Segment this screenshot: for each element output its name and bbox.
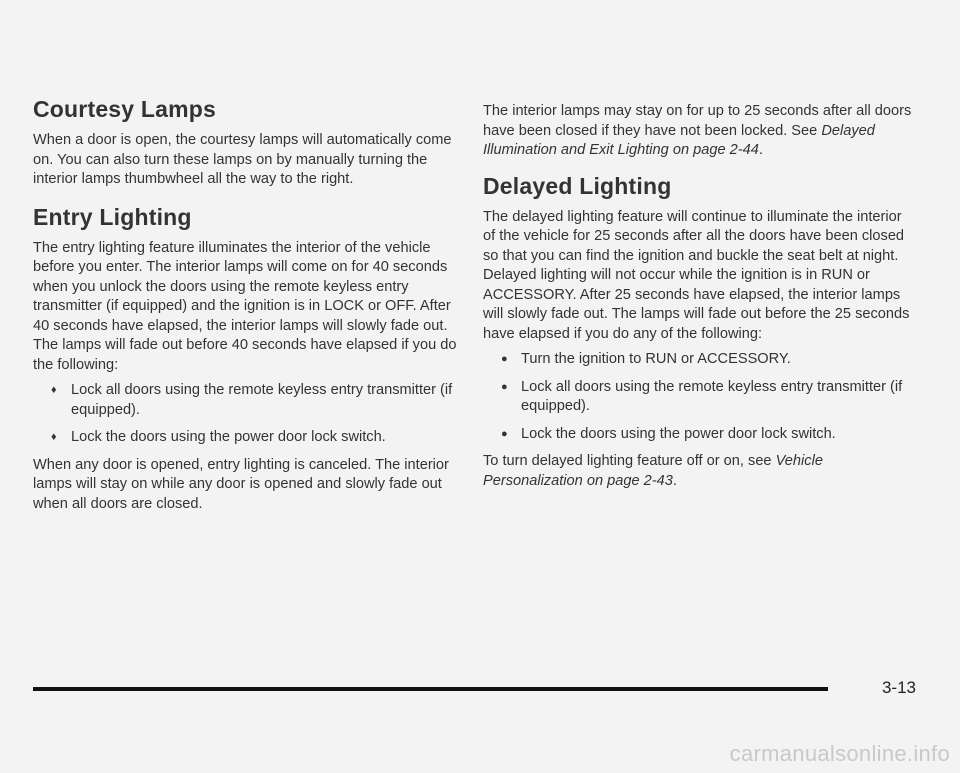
vehicle-personalization-link[interactable]: Vehicle Personalization on page 2-43 [483, 453, 823, 489]
left-column [33, 96, 463, 524]
footer-rule [33, 687, 828, 691]
list-item [483, 425, 913, 445]
list-item [33, 428, 463, 448]
bullet-text: Lock all doors using the remote keyless entry transmitter (if equipped). [521, 378, 903, 414]
bullet-text: Turn the ignition to RUN or ACCESSORY. [521, 351, 791, 367]
delayed-lighting-closing [483, 452, 913, 491]
list-item [33, 381, 463, 420]
right-column [483, 102, 913, 501]
bullet-text: Lock the doors using the power door lock switch. [521, 425, 836, 442]
interior-lamps-intro [483, 102, 913, 161]
closing-end: . [672, 472, 677, 489]
page-number: 3-13 [881, 678, 916, 697]
delayed-lighting-heading: Delayed Lighting [483, 172, 672, 199]
courtesy-lamps-paragraph: When a door is open, the courtesy lamps will automatically come on. You can also turn these lamps on by manually turning the interior lamps thumbwheel all the way to the right. [33, 132, 452, 187]
entry-lighting-heading: Entry Lighting [33, 203, 192, 230]
delayed-illumination-link[interactable]: Delayed Illumination and Exit Lighting on page 2-44 [483, 122, 875, 158]
closing-text: To turn delayed lighting feature off or on, see [483, 453, 776, 469]
entry-lighting-paragraph: The entry lighting feature illuminates the interior of the vehicle before you enter. The interior lamps will come on for 40 seconds when you unlock the doors using the remote keyless entry transmitter (if equipped) and the ignition is in LOCK or OFF. After 40 seconds have elapsed, the interior lamps will slowly fade out. The lamps will fade out before 40 seconds have elapsed if you do the following: [33, 239, 457, 373]
list-item [483, 350, 913, 370]
watermark: carmanualsonline.info [729, 741, 950, 766]
intro-text: The interior lamps may stay on for up to 25 seconds after all doors have been closed if they have not been locked. See [483, 103, 912, 139]
intro-end: . [758, 142, 763, 158]
entry-lighting-closing: When any door is opened, entry lighting is canceled. The interior lamps will stay on while any door is opened and slowly fade out when all doors are closed. [33, 456, 449, 512]
entry-lighting-section [33, 204, 463, 515]
delayed-lighting-paragraph: The delayed lighting feature will continue to illuminate the interior of the vehicle for 25 seconds after all the doors have been closed so that you can find the ignition and buckle the seat belt at night. Delayed lighting will not occur while the ignition is in RUN or ACCESSORY. After 25 seconds have elapsed, the interior lamps will slowly fade out. The lamps will fade out before the 25 seconds have elapsed if you do any of the following: [483, 208, 910, 342]
dot-bullet-icon: ● [501, 380, 508, 393]
delayed-lighting-section [483, 173, 913, 492]
dot-bullet-icon: ● [501, 427, 508, 440]
delayed-lighting-bullet-list [483, 350, 913, 444]
bullet-text: Lock the doors using the power door lock switch. [71, 429, 386, 445]
dot-bullet-icon: ● [501, 353, 508, 365]
courtesy-lamps-section [33, 96, 463, 190]
entry-lighting-bullet-list [33, 381, 463, 448]
courtesy-lamps-heading: Courtesy Lamps [33, 96, 217, 122]
diamond-bullet-icon: ♦ [51, 431, 57, 443]
list-item [483, 378, 913, 417]
diamond-bullet-icon: ♦ [51, 384, 57, 396]
bullet-text: Lock all doors using the remote keyless entry transmitter (if equipped). [71, 382, 453, 418]
